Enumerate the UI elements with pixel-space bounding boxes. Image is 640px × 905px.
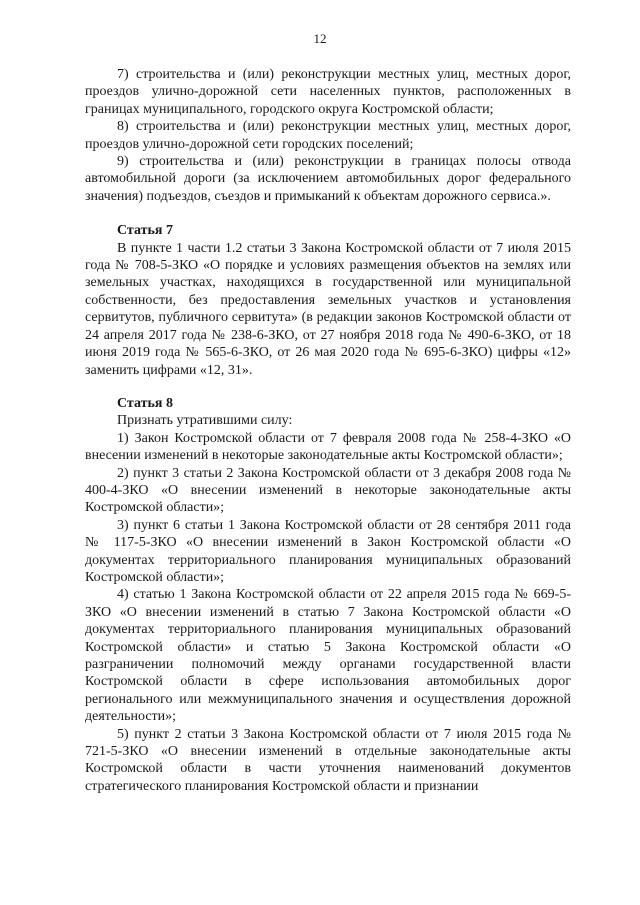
article-8-item-2: 2) пункт 3 статьи 2 Закона Костромской области от 3 декабря 2008 года № 400-4-ЗКО «О внесении изменений в некоторые законодательные акты Костромской области»; (85, 465, 571, 516)
article-8-item-5: 5) пункт 2 статьи 3 Закона Костромской области от 7 июля 2015 года № 721-5-ЗКО «О внесении изменений в отдельные законодательные акты Костромской области в части уточнения наименований документов стратегического планирования Костромской области и признании (85, 726, 571, 794)
page-number: 12 (313, 31, 327, 46)
article-8-item-1: 1) Закон Костромской области от 7 февраля 2008 года № 258-4-ЗКО «О внесении изменений в некоторые законодательные акты Костромской области»; (85, 430, 571, 464)
article-spacer (85, 205, 571, 222)
article-7-text: В пункте 1 части 1.2 статьи 3 Закона Костромской области от 7 июля 2015 года № 708-5-ЗКО «О порядке и условиях размещения объектов на землях или земельных участках, находящихся в государственной или муниципальной собственности, без предоставления земельных участков и установления сервитутов, публичного сервитута» (в редакции законов Костромской области от 24 апреля 2017 года № 238-6-ЗКО, от 27 ноября 2018 года № 490-6-ЗКО, от 18 июня 2019 года № 565-6-ЗКО, от 26 мая 2020 года № 695-6-ЗКО) цифры «12» заменить цифрами «12, 31». (85, 240, 571, 378)
document-body (85, 66, 571, 795)
paragraph-item-8: 8) строительства и (или) реконструкции местных улиц, местных дорог, проездов улично-дорожной сети городских поселений; (85, 119, 571, 152)
article-8-item-4: 4) статью 1 Закона Костромской области от 22 апреля 2015 года № 669-5-ЗКО «О внесении изменений в статью 7 Закона Костромской области «О документах территориального планирования муниципальных образований Костромской области» и статью 5 Закона Костромской области «О разграничении полномочий между органами государственной власти Костромской области в сфере использования автомобильных дорог регионального или межмуниципального значения и осуществления дорожной деятельности»; (85, 587, 571, 725)
paragraph-item-9: 9) строительства и (или) реконструкции в границах полосы отвода автомобильной дороги (за исключением автомобильных дорог федерального значения) подъездов, съездов и примыканий к объектам дорожного сервиса.». (85, 154, 571, 204)
article-8-intro: Признать утратившими силу: (117, 413, 293, 429)
article-8-heading: Статья 8 (117, 395, 173, 411)
article-7-heading: Статья 7 (117, 223, 173, 239)
article-8-item-3: 3) пункт 6 статьи 1 Закона Костромской области от 28 сентября 2011 года № 117-5-ЗКО «О внесении изменений в Закон Костромской области «О документах территориального планирования муниципальных образований Костромской области»; (85, 517, 571, 585)
article-spacer (85, 379, 571, 395)
paragraph-item-7: 7) строительства и (или) реконструкции местных улиц, местных дорог, проездов улично-дорожной сети населенных пунктов, расположенных в границах муниципального, городского округа Костромской области; (85, 67, 571, 117)
